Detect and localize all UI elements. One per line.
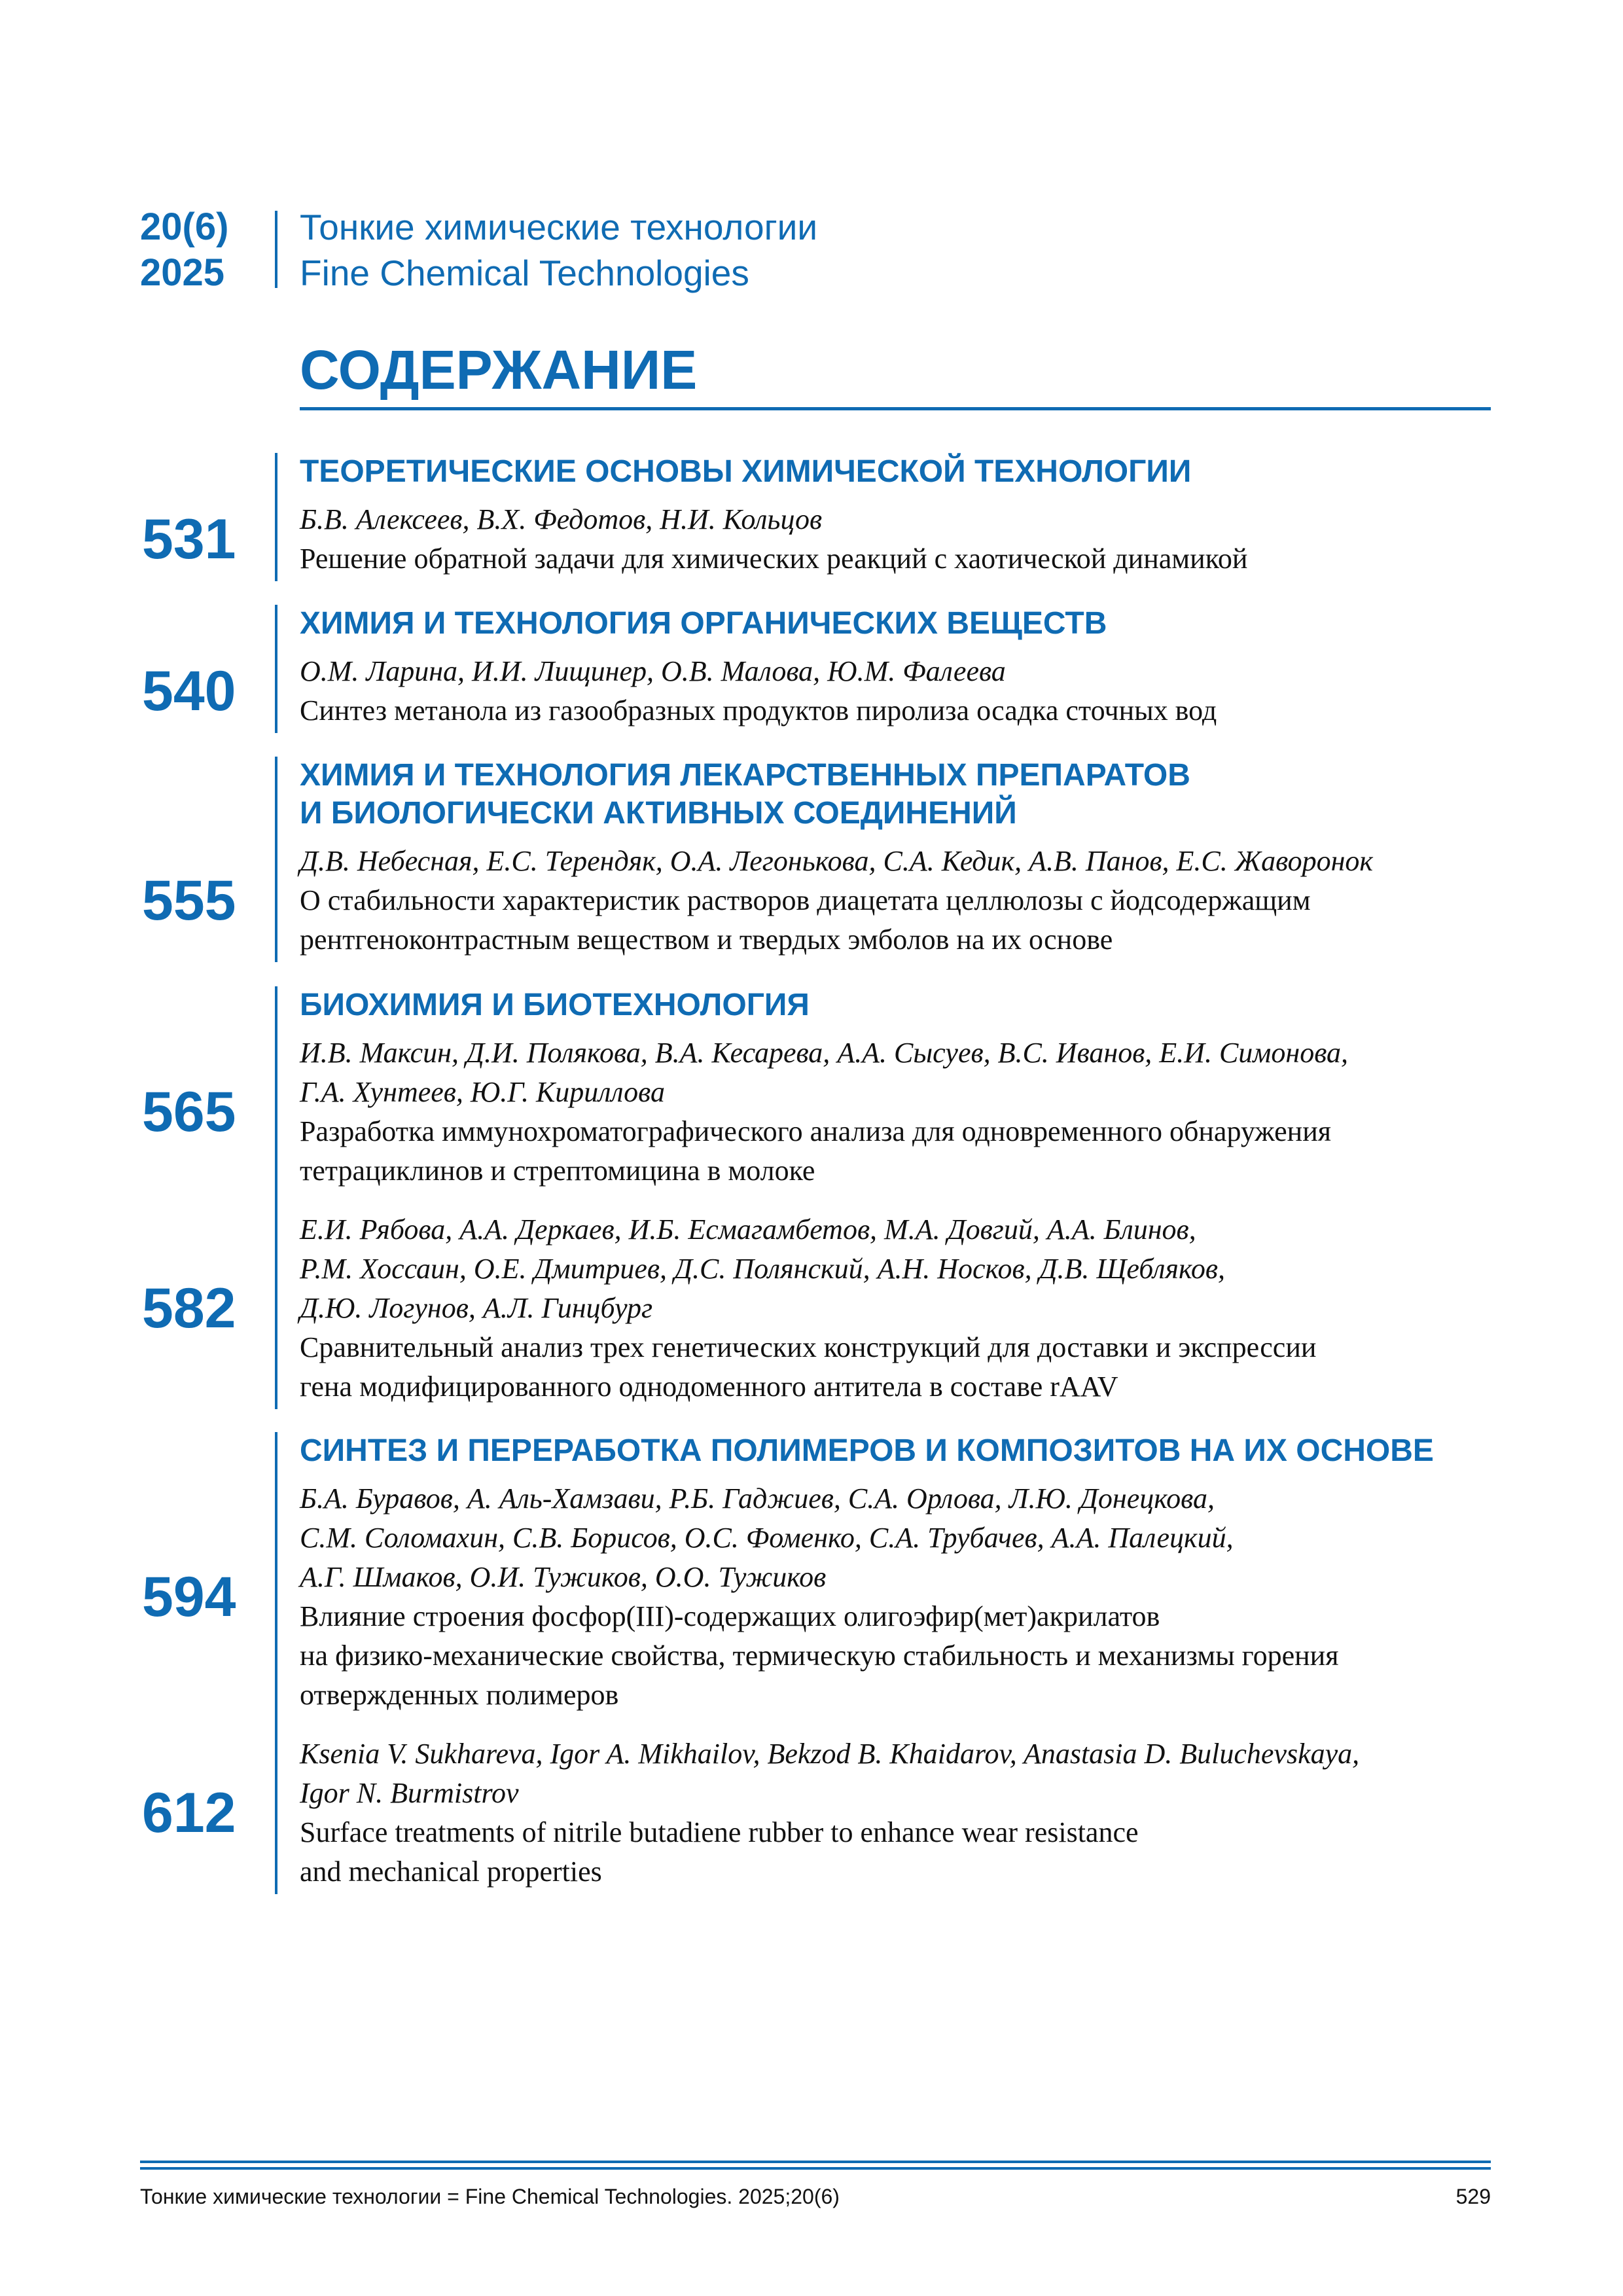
title-line: рентгеноконтрастным веществом и твердых эмболов на их основе: [300, 924, 1113, 956]
journal-title-en: Fine Chemical Technologies: [300, 253, 749, 293]
footer-rule: [140, 2167, 1491, 2170]
authors-line: О.М. Ларина, И.И. Лищинер, О.В. Малова, Ю.М. Фалеева: [300, 655, 1006, 687]
article-entry[interactable]: [142, 652, 1492, 730]
article-title[interactable]: [300, 881, 1492, 960]
title-line: Сравнительный анализ трех генетических конструкций для доставки и экспрессии: [300, 1331, 1317, 1363]
title-line: О стабильности характеристик растворов диацетата целлюлозы с йодсодержащим: [300, 884, 1311, 916]
authors-line: Б.А. Буравов, А. Аль-Хамзави, Р.Б. Гаджиев, С.А. Орлова, Л.Ю. Донецкова,: [300, 1482, 1215, 1515]
article-authors: [300, 1734, 1492, 1813]
section-heading: [300, 1432, 1492, 1470]
article-page-number[interactable]: 555: [142, 869, 236, 932]
article-page-number[interactable]: 582: [142, 1277, 236, 1340]
footer-citation: Тонкие химические технологии = Fine Chemical Technologies. 2025;20(6): [140, 2185, 840, 2208]
section-heading: [300, 757, 1492, 833]
article-page-number[interactable]: 565: [142, 1081, 236, 1143]
footer-rule: [140, 2161, 1491, 2163]
section-heading-line: ТЕОРЕТИЧЕСКИЕ ОСНОВЫ ХИМИЧЕСКОЙ ТЕХНОЛОГИИ: [300, 454, 1192, 489]
article-page-number[interactable]: 531: [142, 508, 236, 571]
article-entry[interactable]: [142, 1033, 1492, 1191]
article-title[interactable]: [300, 1597, 1492, 1715]
article-title[interactable]: [300, 539, 1492, 579]
section-heading: [300, 605, 1492, 643]
article-title[interactable]: [300, 1112, 1492, 1191]
section-heading-line: И БИОЛОГИЧЕСКИ АКТИВНЫХ СОЕДИНЕНИЙ: [300, 796, 1017, 831]
article-authors: [300, 842, 1492, 881]
article-entry[interactable]: [142, 1734, 1492, 1892]
authors-line: А.Г. Шмаков, О.И. Тужиков, О.О. Тужиков: [300, 1561, 827, 1593]
title-line: Surface treatments of nitrile butadiene rubber to enhance wear resistance: [300, 1816, 1139, 1848]
article-authors: [300, 1210, 1492, 1328]
toc-section: [142, 453, 1492, 581]
authors-line: С.М. Соломахин, С.В. Борисов, О.С. Фоменко, С.А. Трубачев, А.А. Палецкий,: [300, 1522, 1234, 1554]
authors-line: И.В. Максин, Д.И. Полякова, В.А. Кесарева, А.А. Сысуев, В.С. Иванов, Е.И. Симонова,: [300, 1037, 1349, 1069]
article-page-number[interactable]: 612: [142, 1782, 236, 1844]
authors-line: Г.А. Хунтеев, Ю.Г. Кириллова: [300, 1076, 665, 1108]
authors-line: Б.В. Алексеев, В.Х. Федотов, Н.И. Кольцов: [300, 503, 823, 535]
title-line: на физико-механические свойства, термическую стабильность и механизмы горения: [300, 1640, 1339, 1672]
section-heading: [300, 453, 1492, 491]
header-divider: [275, 211, 277, 288]
journal-title-ru: Тонкие химические технологии: [300, 207, 818, 247]
article-entry[interactable]: [142, 1210, 1492, 1407]
article-authors: [300, 500, 1492, 539]
article-authors: [300, 652, 1492, 691]
article-authors: [300, 1033, 1492, 1112]
authors-line: Е.И. Рябова, А.А. Деркаев, И.Б. Есмагамбетов, М.А. Довгий, А.А. Блинов,: [300, 1213, 1196, 1246]
section-heading-line: ХИМИЯ И ТЕХНОЛОГИЯ ЛЕКАРСТВЕННЫХ ПРЕПАРАТОВ: [300, 758, 1190, 793]
article-page-number[interactable]: 594: [142, 1566, 236, 1628]
toc-section: [142, 1432, 1492, 1894]
title-line: Влияние строения фосфор(III)-содержащих олигоэфир(мет)акрилатов: [300, 1600, 1160, 1632]
issue-volume: 20(6): [140, 206, 229, 248]
toc-section: [142, 757, 1492, 962]
title-line: гена модифицированного однодоменного антитела в составе rAAV: [300, 1371, 1118, 1403]
article-entry[interactable]: [142, 500, 1492, 579]
authors-line: Р.М. Хоссаин, О.Е. Дмитриев, Д.С. Полянский, А.Н. Носков, Д.В. Щебляков,: [300, 1253, 1225, 1285]
title-line: Синтез метанола из газообразных продуктов пиролиза осадка сточных вод: [300, 694, 1217, 726]
title-rule: [300, 407, 1491, 410]
page-number: 529: [1455, 2185, 1491, 2208]
toc-section: [142, 986, 1492, 1409]
section-heading-line: БИОХИМИЯ И БИОТЕХНОЛОГИЯ: [300, 988, 810, 1022]
article-entry[interactable]: [142, 842, 1492, 960]
article-title[interactable]: [300, 1328, 1492, 1407]
title-line: and mechanical properties: [300, 1856, 602, 1888]
title-line: отвержденных полимеров: [300, 1679, 619, 1711]
authors-line: Д.Ю. Логунов, А.Л. Гинцбург: [300, 1292, 653, 1324]
authors-line: Ksenia V. Sukhareva, Igor A. Mikhailov, Bekzod B. Khaidarov, Anastasia D. Buluchevskaya,: [300, 1738, 1360, 1770]
authors-line: Д.В. Небесная, Е.С. Терендяк, О.А. Легонькова, С.А. Кедик, А.В. Панов, Е.С. Жаворонок: [300, 845, 1374, 877]
section-heading: [300, 986, 1492, 1024]
article-title[interactable]: [300, 1813, 1492, 1892]
toc-section: [142, 605, 1492, 733]
article-authors: [300, 1479, 1492, 1597]
article-title[interactable]: [300, 691, 1492, 730]
page-title: СОДЕРЖАНИЕ: [300, 339, 698, 401]
title-line: тетрациклинов и стрептомицина в молоке: [300, 1155, 815, 1187]
article-page-number[interactable]: 540: [142, 660, 236, 723]
section-heading-line: СИНТЕЗ И ПЕРЕРАБОТКА ПОЛИМЕРОВ И КОМПОЗИТОВ НА ИХ ОСНОВЕ: [300, 1433, 1434, 1468]
article-entry[interactable]: [142, 1479, 1492, 1715]
authors-line: Igor N. Burmistrov: [300, 1777, 519, 1809]
issue-year: 2025: [140, 251, 225, 294]
title-line: Разработка иммунохроматографического анализа для одновременного обнаружения: [300, 1115, 1331, 1147]
issue-number: [140, 204, 228, 296]
journal-title: [300, 204, 817, 296]
title-line: Решение обратной задачи для химических реакций с хаотической динамикой: [300, 543, 1248, 575]
section-heading-line: ХИМИЯ И ТЕХНОЛОГИЯ ОРГАНИЧЕСКИХ ВЕЩЕСТВ: [300, 606, 1107, 641]
